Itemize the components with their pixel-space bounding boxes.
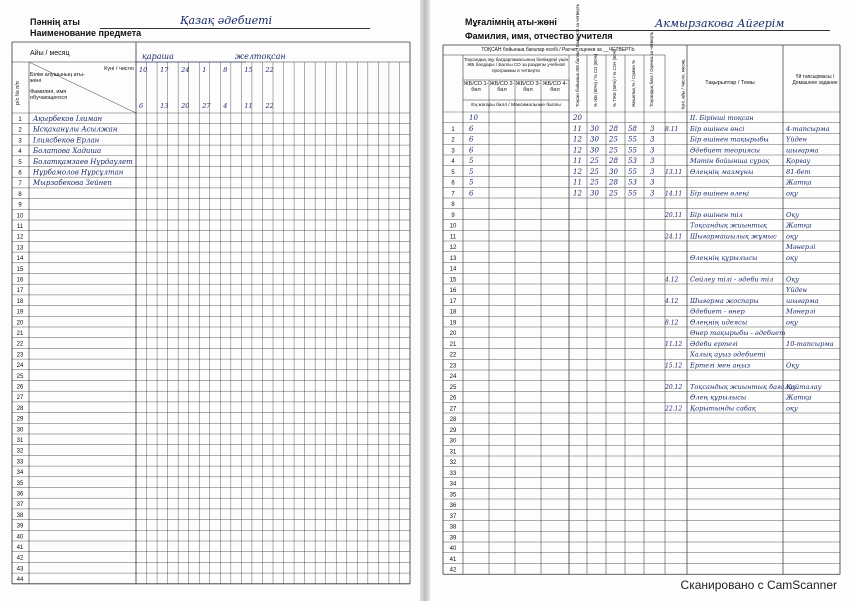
row-number-15: 15: [16, 266, 24, 273]
date-bottom-4: 4: [223, 102, 228, 110]
score-sor1-1: 6: [469, 124, 474, 133]
row-number-37: 37: [16, 502, 24, 509]
grade-row-number-15: 15: [449, 277, 457, 284]
lesson-topic-0: ІІ. Бірінші тоқсан: [690, 114, 754, 122]
lesson-hw-21: 10-тапсырма: [786, 339, 834, 348]
grade-row-number-4: 4: [451, 159, 455, 165]
subject-value: Қазақ әдебиеті: [180, 14, 273, 27]
lesson-topic-1: Бір өшінен өнсі: [690, 124, 745, 133]
lesson-topic-26: Өлең құрылысы: [690, 393, 747, 402]
row-number-17: 17: [16, 288, 24, 295]
grade-row-number-41: 41: [449, 556, 457, 563]
row-number-7: 7: [18, 181, 22, 188]
book-spine: [420, 0, 430, 601]
grade-row-number-32: 32: [449, 460, 457, 466]
lesson-hw-27: оқу: [786, 404, 798, 413]
row-number-24: 24: [16, 363, 24, 370]
lesson-hw-23: Оқу: [786, 361, 800, 370]
grade-row-number-18: 18: [449, 309, 457, 316]
row-number-41: 41: [16, 545, 24, 551]
row-number-30: 30: [16, 427, 24, 434]
grade-row-number-36: 36: [449, 503, 457, 509]
right-page: [425, 0, 850, 601]
grade-row-number-8: 8: [451, 202, 455, 208]
row-number-14: 14: [16, 256, 24, 263]
score-sum-2: 55: [628, 135, 637, 144]
row-number-38: 38: [16, 512, 24, 519]
row-number-43: 43: [16, 566, 24, 573]
score-grade-6: 3: [650, 178, 655, 187]
lesson-topic-7: Бір өшінен өлеңі: [690, 189, 750, 198]
vcol-1: Тоқсан бойынша ЖБ баллы / Балл СО за четверть: [575, 3, 580, 107]
score-pct2-1: 28: [609, 124, 618, 133]
score-pct2-7: 25: [609, 189, 618, 198]
grade-row-number-34: 34: [449, 481, 457, 488]
grade-row-number-33: 33: [449, 470, 457, 477]
score-sor1-5: 5: [469, 167, 474, 176]
score-sum-5: 55: [628, 167, 637, 176]
score-grade-4: 3: [650, 157, 655, 165]
student-name-4: Болатова Хадиша: [33, 147, 102, 156]
lesson-hw-7: оқу: [786, 189, 798, 198]
grade-row-number-22: 22: [449, 352, 457, 359]
lesson-topic-5: Өлеңнің мазмұны: [690, 167, 754, 176]
lesson-topic-11: Шығармашылық жұмыс: [690, 232, 777, 241]
lesson-topic-18: Әдебиет - өнер: [690, 307, 745, 316]
grade-row-number-3: 3: [451, 148, 455, 155]
quarter-header: ТОҚСАН бойынша бағалар есебі / Расчет оценки за __ЧЕТВЕРТЬ: [481, 47, 635, 53]
score-grade-2: 3: [650, 135, 655, 144]
month-november: қараша: [142, 52, 174, 61]
grade-row-number-19: 19: [449, 320, 457, 327]
lesson-date-15: 4.12: [665, 276, 679, 284]
date-bottom-3: 27: [202, 102, 211, 110]
sor-col-4: ЖБ/СО 4-бөл: [542, 81, 568, 93]
lesson-topic-3: Әдебиет теориясы: [690, 146, 761, 155]
lesson-hw-3: шығарма: [786, 146, 819, 155]
score-total-6: 11: [573, 178, 582, 187]
score-sor1-3: 6: [469, 146, 474, 155]
lesson-hw-6: Жатқа: [786, 178, 812, 187]
vcol-5: Тоқсандық баға / Оценка за четверть: [649, 31, 654, 107]
grade-row-number-9: 9: [451, 212, 455, 219]
row-number-32: 32: [16, 448, 24, 455]
row-number-28: 28: [16, 405, 24, 412]
teacher-label-kz: Мұғалімнің аты-жөні: [465, 17, 557, 27]
score-total-1: 11: [573, 124, 582, 133]
row-number-11: 11: [16, 224, 24, 230]
row-number-31: 31: [16, 438, 24, 444]
grade-row-number-35: 35: [449, 492, 457, 499]
grade-row-number-7: 7: [451, 191, 455, 198]
score-pct2-3: 25: [609, 146, 618, 155]
row-number-35: 35: [16, 480, 24, 487]
grade-row-number-2: 2: [451, 137, 455, 144]
grade-row-number-17: 17: [449, 298, 457, 305]
score-sor1-4: 5: [469, 157, 474, 165]
row-number-27: 27: [16, 395, 24, 402]
lesson-topic-2: Бір өшінен тақырыбы: [690, 135, 769, 144]
lesson-hw-5: 81-бет: [786, 167, 811, 176]
grade-row-number-28: 28: [449, 417, 457, 423]
lesson-topic-19: Өлеңнің идеясы: [690, 318, 748, 327]
grade-row-number-13: 13: [449, 255, 457, 262]
lesson-hw-18: Мәнерлі: [786, 307, 816, 316]
row-number-1: 1: [18, 117, 22, 123]
grade-row-number-10: 10: [449, 223, 457, 230]
lesson-hw-25: Қайталау: [786, 382, 822, 391]
day-col-label: Күні, айы / Число, месяц: [680, 59, 686, 110]
lesson-date-25: 20.12: [665, 383, 683, 391]
lesson-hw-13: оқу: [786, 253, 798, 262]
row-number-23: 23: [16, 352, 24, 359]
score-pct2-2: 25: [609, 135, 618, 144]
student-name-2: Ысқаханұлы Асылжан: [33, 125, 118, 134]
row-number-19: 19: [16, 309, 24, 316]
date-bottom-5: 11: [244, 102, 253, 110]
score-sum-7: 55: [628, 189, 637, 198]
hw-col-label: Үй тапсырмасы / Домашнее задание: [792, 74, 838, 86]
month-december: желтоқсан: [235, 52, 286, 61]
row-number-42: 42: [16, 555, 24, 562]
teacher-label-ru: Фамилия, имя, отчество учителя: [465, 31, 613, 41]
subject-label-ru: Наименование предмета: [30, 28, 142, 38]
lesson-hw-17: шығарма: [786, 296, 819, 305]
score-pct2-6: 28: [609, 178, 618, 187]
lesson-date-9: 20.11: [665, 211, 683, 219]
date-bottom-1: 13: [160, 102, 169, 110]
lesson-topic-20: Өнер тақырыбы - әдебиет: [690, 329, 786, 337]
row-number-20: 20: [16, 320, 24, 327]
rownum-label: р/с № п/п: [15, 81, 21, 105]
score-sor1-6: 5: [469, 178, 474, 187]
lesson-topic-4: Мәтін бойынша сұрақ: [690, 157, 770, 165]
score-grade-3: 3: [650, 146, 655, 155]
score-pct2-5: 30: [609, 167, 618, 176]
grade-row-number-26: 26: [449, 395, 457, 402]
row-number-33: 33: [16, 459, 24, 466]
subject-label-kz: Пәннің аты: [30, 17, 80, 27]
row-number-39: 39: [16, 523, 24, 530]
lesson-hw-2: Үйден: [786, 135, 808, 144]
row-number-3: 3: [18, 138, 22, 145]
grade-row-number-21: 21: [449, 341, 457, 348]
score-pct1-7: 30: [590, 189, 599, 198]
lesson-topic-17: Шығарма жоспары: [690, 296, 759, 305]
lesson-hw-26: Жатқа: [786, 393, 812, 402]
day-label: Күні / число: [104, 66, 134, 72]
grade-row-number-40: 40: [449, 546, 457, 552]
grade-row-number-24: 24: [449, 374, 457, 380]
row-number-44: 44: [16, 577, 24, 584]
lesson-hw-9: Оқу: [786, 210, 800, 219]
row-number-2: 2: [18, 127, 22, 134]
score-pct2-4: 28: [609, 157, 618, 165]
lesson-hw-15: Оқу: [786, 275, 800, 284]
lesson-topic-13: Өлеңнің құрылысы: [690, 253, 758, 262]
date-top-4: 8: [223, 66, 228, 74]
row-number-22: 22: [16, 341, 24, 348]
grade-row-number-1: 1: [451, 126, 455, 133]
row-number-13: 13: [16, 245, 24, 252]
date-top-2: 24: [181, 66, 190, 74]
score-total-7: 12: [573, 189, 582, 198]
lesson-date-27: 22.12: [665, 405, 683, 413]
score-total-4: 11: [573, 157, 582, 165]
sor-col-2: ЖБ/СО 2-бөл: [489, 81, 515, 93]
score-pct1-3: 30: [590, 146, 599, 155]
lesson-hw-10: Жатқа: [786, 221, 812, 230]
lesson-topic-10: Тоқсандық жиынтық: [690, 221, 768, 230]
lesson-topic-22: Халық ауыз әдебиеті: [690, 350, 766, 359]
lesson-topic-25: Тоқсандық жиынтық бағалау: [690, 382, 797, 391]
lesson-date-21: 11.12: [665, 340, 683, 348]
grade-row-number-20: 20: [449, 331, 457, 337]
month-header: Айы / месяц: [30, 50, 70, 57]
grade-row-number-6: 6: [451, 180, 455, 187]
lesson-hw-12: Мәнерлі: [786, 243, 816, 251]
score-grade-5: 3: [650, 167, 655, 176]
lesson-date-11: 24.11: [665, 233, 683, 241]
row-number-26: 26: [16, 384, 24, 391]
lesson-topic-15: Сөйлеу тілі - әдеби тіл: [690, 275, 774, 284]
lesson-topic-27: Қорытынды сабақ: [690, 404, 756, 413]
vcol-4: Жиынтық % / Сумма %: [631, 60, 636, 107]
grade-row-number-25: 25: [449, 384, 457, 391]
lesson-date-23: 15.12: [665, 362, 683, 370]
score-sor1-7: 6: [469, 189, 474, 198]
row-number-10: 10: [16, 213, 24, 220]
lesson-topic-23: Ертегі мен аңыз: [690, 361, 751, 370]
grade-row-number-23: 23: [449, 363, 457, 370]
lesson-hw-16: Үйден: [786, 286, 808, 294]
lesson-hw-4: Қорғау: [786, 157, 811, 165]
grade-row-number-11: 11: [449, 234, 457, 241]
lesson-date-7: 14.11: [665, 190, 683, 198]
row-number-36: 36: [16, 491, 24, 498]
grade-row-number-31: 31: [449, 449, 457, 456]
grade-row-number-14: 14: [449, 266, 457, 273]
lesson-hw-11: оқу: [786, 232, 798, 241]
score-total-2: 12: [573, 135, 582, 144]
student-name-1: Ақырбеков Ілиман: [33, 115, 103, 123]
grade-row-number-42: 42: [449, 567, 457, 574]
score-sum-3: 55: [628, 146, 637, 155]
row-number-5: 5: [18, 159, 22, 166]
sor-header: Тоқсандық оқу бағдарламасының бөлімдері үшін ЖБ балдары / Баллы СО за разделы учебной программы в четверти: [463, 57, 569, 73]
topic-col-label: Тақырыптар / Темы: [705, 80, 755, 86]
row-number-16: 16: [16, 277, 24, 284]
grade-row-number-38: 38: [449, 524, 457, 531]
student-name-6: Нұрбамолов Нұрсұлтан: [33, 168, 124, 177]
score-grade-1: 3: [650, 124, 655, 133]
grade-row-number-12: 12: [449, 245, 457, 251]
grade-row-number-39: 39: [449, 535, 457, 542]
student-name-5: Болатқамзаев Нұрдаулет: [33, 157, 133, 166]
lesson-topic-9: Бір өшінен тіл: [690, 210, 743, 219]
score-pct1-1: 30: [590, 124, 599, 133]
date-bottom-6: 22: [265, 102, 274, 110]
row-number-12: 12: [16, 234, 24, 241]
row-number-34: 34: [16, 470, 24, 477]
date-top-3: 1: [202, 66, 207, 74]
sor-col-1: ЖБ/СО 1-бөл: [463, 81, 489, 93]
date-bottom-0: 6: [139, 102, 144, 110]
sor-col-3: ЖБ/СО 3-бөл: [515, 81, 541, 93]
score-pct1-6: 25: [590, 178, 599, 187]
lesson-hw-1: 4-тапсырма: [786, 124, 830, 133]
row-number-25: 25: [16, 373, 24, 380]
grade-row-number-5: 5: [451, 169, 455, 176]
score-total-0: 20: [573, 114, 582, 122]
scanner-watermark: Сканировано с CamScanner: [678, 577, 840, 593]
row-number-4: 4: [18, 149, 22, 156]
grade-row-number-16: 16: [449, 288, 457, 294]
date-top-5: 15: [244, 66, 253, 74]
lesson-topic-21: Әдеби ертегі: [690, 339, 738, 348]
score-grade-7: 3: [650, 189, 655, 198]
date-top-6: 22: [265, 66, 274, 74]
student-name-7: Мырзабекова Зейнеп: [33, 179, 112, 188]
score-total-3: 12: [573, 146, 582, 155]
row-number-8: 8: [18, 191, 22, 198]
score-total-5: 12: [573, 167, 582, 176]
teacher-value: Акмырзакова Айгерім: [655, 17, 785, 30]
lesson-date-1: 8.11: [665, 125, 679, 133]
grade-row-number-29: 29: [449, 427, 457, 434]
grade-row-number-30: 30: [449, 438, 457, 445]
grade-row-number-27: 27: [449, 406, 457, 413]
score-sum-6: 53: [628, 178, 637, 187]
row-number-40: 40: [16, 534, 24, 541]
score-sum-1: 58: [628, 124, 637, 133]
date-bottom-2: 20: [181, 102, 190, 110]
vcol-2: % ЖБ (50%) / % СО (50%): [593, 53, 598, 107]
row-number-6: 6: [18, 170, 22, 177]
student-label-ru: Фамилия, имя обучающегося: [30, 89, 68, 101]
score-pct1-5: 25: [590, 167, 599, 176]
score-sor1-0: 10: [469, 114, 478, 122]
lesson-date-5: 13.11: [665, 168, 683, 176]
score-pct1-4: 25: [590, 157, 599, 165]
score-sum-4: 53: [628, 157, 637, 165]
date-top-0: 10: [139, 66, 148, 74]
vcol-3: % ТЖБ (50%) / % СОч (50%): [612, 48, 617, 107]
grade-row-number-37: 37: [449, 513, 457, 520]
row-number-29: 29: [16, 416, 24, 423]
row-number-21: 21: [16, 331, 24, 337]
score-pct1-2: 30: [590, 135, 599, 144]
max-score-label: Ең жоғары балл / Максимальные баллы: [471, 103, 561, 108]
row-number-9: 9: [18, 202, 22, 209]
lesson-date-17: 4.12: [665, 297, 679, 305]
student-name-3: Ілиясбеков Ерлан: [33, 136, 100, 145]
score-sor1-2: 6: [469, 135, 474, 144]
lesson-date-19: 8.12: [665, 319, 679, 327]
student-label-kz: Білім алушының аты-жөні: [30, 72, 85, 84]
date-top-1: 17: [160, 66, 169, 74]
lesson-hw-19: оқу: [786, 318, 798, 327]
row-number-18: 18: [16, 298, 24, 305]
